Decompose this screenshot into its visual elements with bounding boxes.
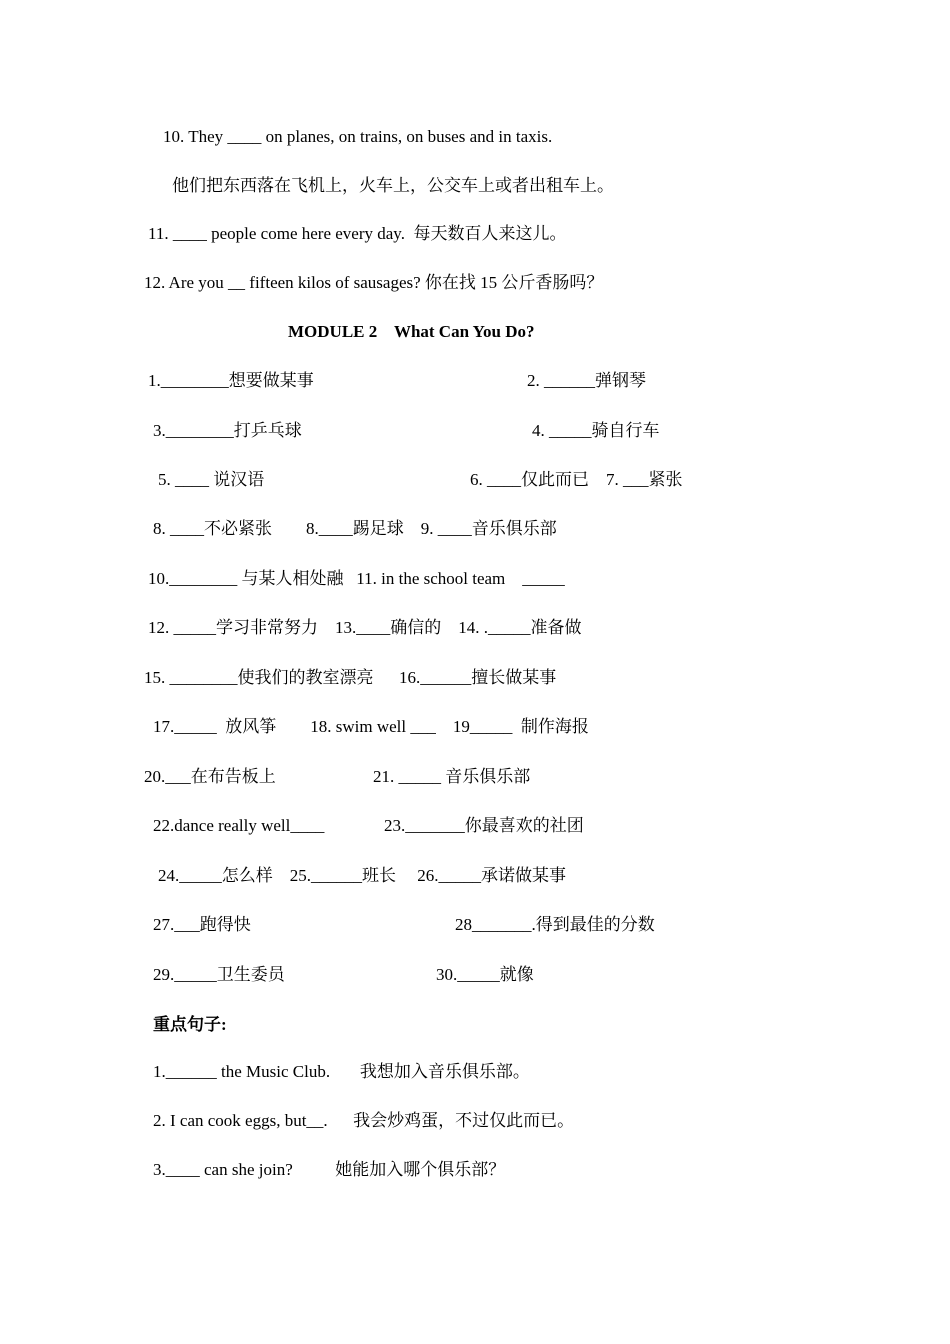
phrase-item: 4. _____骑自行车 bbox=[532, 421, 660, 440]
phrase-item: 1.________想要做某事 bbox=[148, 371, 314, 390]
phrase-item: 12. _____学习非常努力 13.____确信的 14. ._____准备做 bbox=[148, 618, 582, 637]
phrase-item: 10.________ 与某人相处融 11. in the school team _____ bbox=[148, 569, 565, 588]
phrase-item: 29._____卫生委员 bbox=[153, 965, 285, 984]
phrase-item: 24._____怎么样 25.______班长 26._____承诺做某事 bbox=[158, 866, 566, 885]
question-10-english: 10. They ____ on planes, on trains, on buses and in taxis. bbox=[163, 127, 553, 146]
phrase-item: 20.___在布告板上 bbox=[144, 767, 276, 786]
phrase-item: 8. ____不必紧张 8.____踢足球 9. ____音乐俱乐部 bbox=[153, 519, 557, 538]
phrase-item: 23._______你最喜欢的社团 bbox=[384, 816, 584, 835]
key-sentence-item: 3.____ can she join? 她能加入哪个俱乐部？ bbox=[153, 1160, 506, 1179]
phrase-item: 5. ____ 说汉语 bbox=[158, 470, 265, 489]
question-11: 11. ____ people come here every day. 每天数百人来这儿。 bbox=[148, 224, 567, 243]
phrase-item: 3.________打乒乓球 bbox=[153, 421, 302, 440]
question-12: 12. Are you __ fifteen kilos of sausages? 你在找 15 公斤香肠吗？ bbox=[144, 273, 604, 292]
phrase-item: 2. ______弹钢琴 bbox=[527, 371, 646, 390]
phrase-item: 21. _____ 音乐俱乐部 bbox=[373, 767, 531, 786]
phrase-item: 6. ____仅此而已 7. ___紧张 bbox=[470, 470, 683, 489]
phrase-item: 15. ________使我们的教室漂亮 16.______擅长做某事 bbox=[144, 668, 557, 687]
key-sentence-item: 1.______ the Music Club. 我想加入音乐俱乐部。 bbox=[153, 1062, 530, 1081]
phrase-item: 28_______.得到最佳的分数 bbox=[455, 915, 655, 934]
phrase-item: 30._____就像 bbox=[436, 965, 534, 984]
phrase-item: 27.___跑得快 bbox=[153, 915, 251, 934]
phrase-item: 22.dance really well____ bbox=[153, 816, 325, 835]
key-sentences-heading: 重点句子: bbox=[153, 1015, 227, 1034]
phrase-item: 17._____ 放风筝 18. swim well ___ 19_____ 制作海报 bbox=[153, 717, 589, 736]
module-title: MODULE 2 What Can You Do? bbox=[288, 322, 535, 341]
question-10-chinese: 他们把东西落在飞机上，火车上，公交车上或者出租车上。 bbox=[172, 176, 614, 195]
key-sentence-item: 2. I can cook eggs, but__. 我会炒鸡蛋，不过仅此而已。 bbox=[153, 1111, 575, 1130]
